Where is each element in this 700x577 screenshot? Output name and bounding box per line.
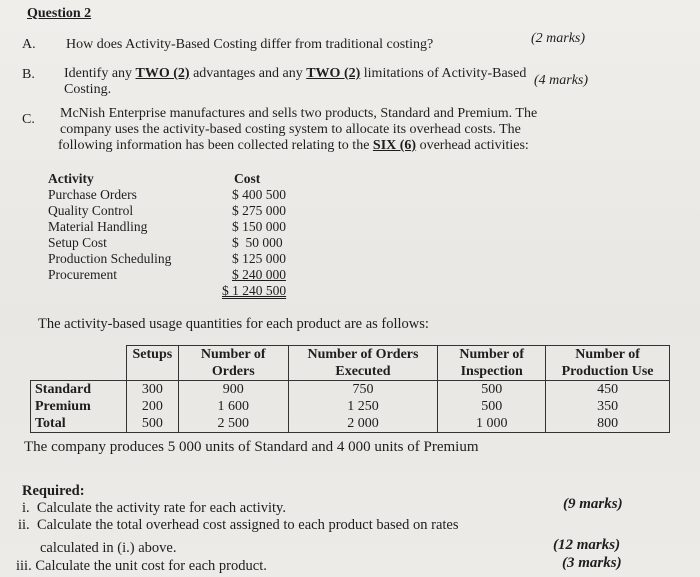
activity-cost: $ 50 000 [232,235,283,250]
usage-intro: The activity-based usage quantities for each product are as follows: [38,316,429,332]
part-b-text-pre: Identify any [64,66,136,81]
required-item-1 [22,499,286,517]
row-label: Standard [31,381,127,399]
table-cell: 350 [546,398,670,415]
activity-name: Production Scheduling [48,251,172,266]
part-b-line2: Costing. [64,82,112,97]
activity-cost: $ 150 000 [232,219,286,234]
header-orders-executed: Number of Orders Executed [288,346,438,381]
required-item-2 [18,516,459,534]
item-number: i. [22,500,30,516]
header-inspection: Number of Inspection [438,346,546,381]
table-cell: 2 500 [178,415,288,433]
production-note: The company produces 5 000 units of Standard and 4 000 units of Premium [24,439,479,455]
activity-cost: $ 275 000 [232,203,286,218]
table-cell: 800 [546,415,670,433]
usage-header-row [31,346,670,381]
activity-cost: $ 125 000 [232,251,286,266]
activity-name: Setup Cost [48,235,107,250]
corner-cell [31,346,127,381]
table-row [31,381,670,399]
table-cell: 1 000 [438,415,546,433]
header-setups: Setups [126,346,178,381]
header-production-use: Number of Production Use [546,346,670,381]
table-cell: 500 [438,398,546,415]
table-cell: 900 [178,381,288,399]
part-b-letter: B. [22,67,35,82]
item-text: Calculate the unit cost for each product. [35,558,267,574]
table-cell: 300 [126,381,178,399]
part-c-line2: company uses the activity-based costing system to allocate its overhead costs. The [60,122,521,137]
part-c-line3-post: overhead activities: [416,138,529,153]
table-row [31,398,670,415]
activity-header: Activity [48,171,94,186]
item-2-marks: (12 marks) [553,537,621,553]
activity-name-column [48,171,171,283]
table-cell: 500 [438,381,546,399]
activity-name: Quality Control [48,203,134,218]
part-b-text-mid: advantages and any [189,66,307,81]
activity-cost: $ 400 500 [232,187,286,202]
item-number: iii. [16,558,32,574]
question-title: Question 2 [27,6,92,21]
item-text: Calculate the total overhead cost assigned to each product based on rates [36,517,459,533]
item-number: ii. [18,517,30,533]
part-c-line1: McNish Enterprise manufactures and sells two products, Standard and Premium. The [60,106,538,121]
table-cell: 2 000 [288,415,438,433]
part-b-line1 [64,66,526,82]
item-1-marks: (9 marks) [563,496,623,512]
table-row [31,415,670,433]
required-heading: Required: [22,483,85,499]
activity-cost-column [222,171,286,299]
total-cost: $ 1 240 500 [222,283,287,298]
part-b-two-limitations: TWO (2) [306,66,361,81]
part-a-letter: A. [22,37,36,52]
item-3-marks: (3 marks) [562,555,622,571]
usage-table [30,345,670,433]
part-c-line3-pre: following information has been collected relating to the [58,138,373,153]
required-item-2-line2: calculated in (i.) above. [40,540,177,556]
table-cell: 750 [288,381,438,399]
table-cell: 500 [126,415,178,433]
activity-name: Material Handling [48,219,148,234]
row-label: Total [31,415,127,433]
required-item-3 [16,557,267,575]
row-label: Premium [31,398,127,415]
part-a-text: How does Activity-Based Costing differ from traditional costing? [66,37,434,52]
cost-header: Cost [234,171,261,186]
table-cell: 200 [126,398,178,415]
part-c-six-activities: SIX (6) [372,138,417,153]
part-c-letter: C. [22,112,35,127]
table-cell: 450 [546,381,670,399]
header-number-of-orders: Number of Orders [178,346,288,381]
activity-cost: $ 240 000 [232,267,286,282]
activity-name: Purchase Orders [48,187,137,202]
part-b-two-advantages: TWO (2) [135,66,190,81]
part-b-marks: (4 marks) [534,73,589,88]
activity-name: Procurement [48,267,117,282]
part-c-line3 [58,138,529,154]
part-b-text-post: limitations of Activity-Based [360,66,527,81]
item-text: Calculate the activity rate for each activity. [36,500,286,516]
table-cell: 1 250 [288,398,438,415]
part-a-marks: (2 marks) [531,31,586,46]
table-cell: 1 600 [178,398,288,415]
